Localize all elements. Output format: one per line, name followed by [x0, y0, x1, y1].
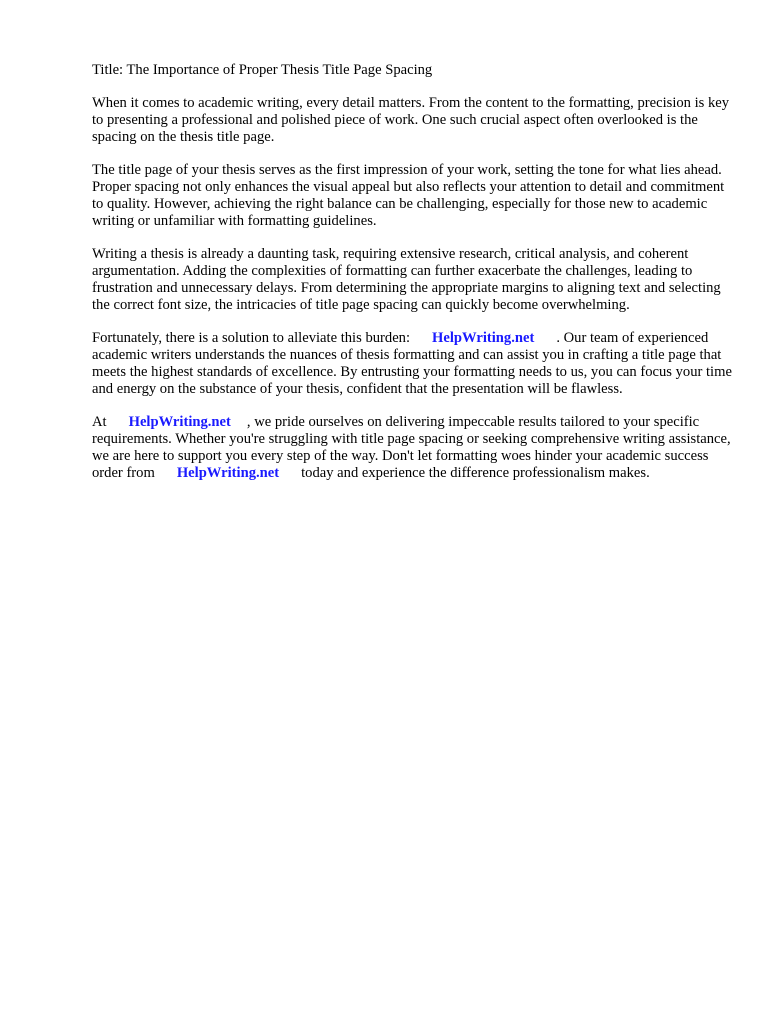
helpwriting-link-2[interactable]: HelpWriting.net [128, 414, 231, 430]
paragraph-2: The title page of your thesis serves as the first impression of your work, setting the tone for what lies ahead. Proper spacing not only enhances the visual appeal but also reflects your attention to detail and commitment to quality. However, achieving the right balance can be challenging, especially for those new to academic writing or unfamiliar with formatting guidelines. [92, 162, 725, 229]
paragraph-4-rest: . Our team of experienced academic writers understands the nuances of thesis formatting and can assist you in crafting a title page that meets the highest standards of excellence. By entrusting your formatting needs to us, you can focus your time and energy on the substance of your thesis, confident that the presentation will be flawless. [92, 330, 732, 397]
helpwriting-link-3[interactable]: HelpWriting.net [176, 465, 280, 481]
helpwriting-link-1[interactable]: HelpWriting.net [432, 330, 535, 346]
paragraph-5 [92, 414, 732, 482]
paragraph-5-end: today and experience the difference professionalism makes. [301, 465, 650, 481]
paragraph-5-start: At [92, 414, 107, 430]
paragraph-1: When it comes to academic writing, every detail matters. From the content to the formatting, precision is key to presenting a professional and polished piece of work. One such crucial aspect often overlooked is the spacing on the thesis title page. [92, 95, 730, 145]
paragraph-5-order: order from [92, 465, 155, 481]
paragraph-4-intro: Fortunately, there is a solution to alleviate this burden: [92, 330, 411, 346]
document-page [92, 62, 732, 498]
paragraph-5-middle: , we pride ourselves on delivering impeccable results tailored to your specific requirements. Whether you're struggling with title page spacing or seeking comprehensive writing assistance, we are here to support you every step of the way. Don't let formatting woes hinder your academic success [92, 414, 731, 464]
paragraph-3: Writing a thesis is already a daunting task, requiring extensive research, critical analysis, and coherent argumentation. Adding the complexities of formatting can further exacerbate the challenges, leading to frustration and unnecessary delays. From determining the appropriate margins to aligning text and selecting the correct font size, the intricacies of title page spacing can quickly become overwhelming. [92, 246, 721, 313]
document-title: Title: The Importance of Proper Thesis Title Page Spacing [92, 62, 433, 78]
paragraph-4 [92, 330, 732, 398]
